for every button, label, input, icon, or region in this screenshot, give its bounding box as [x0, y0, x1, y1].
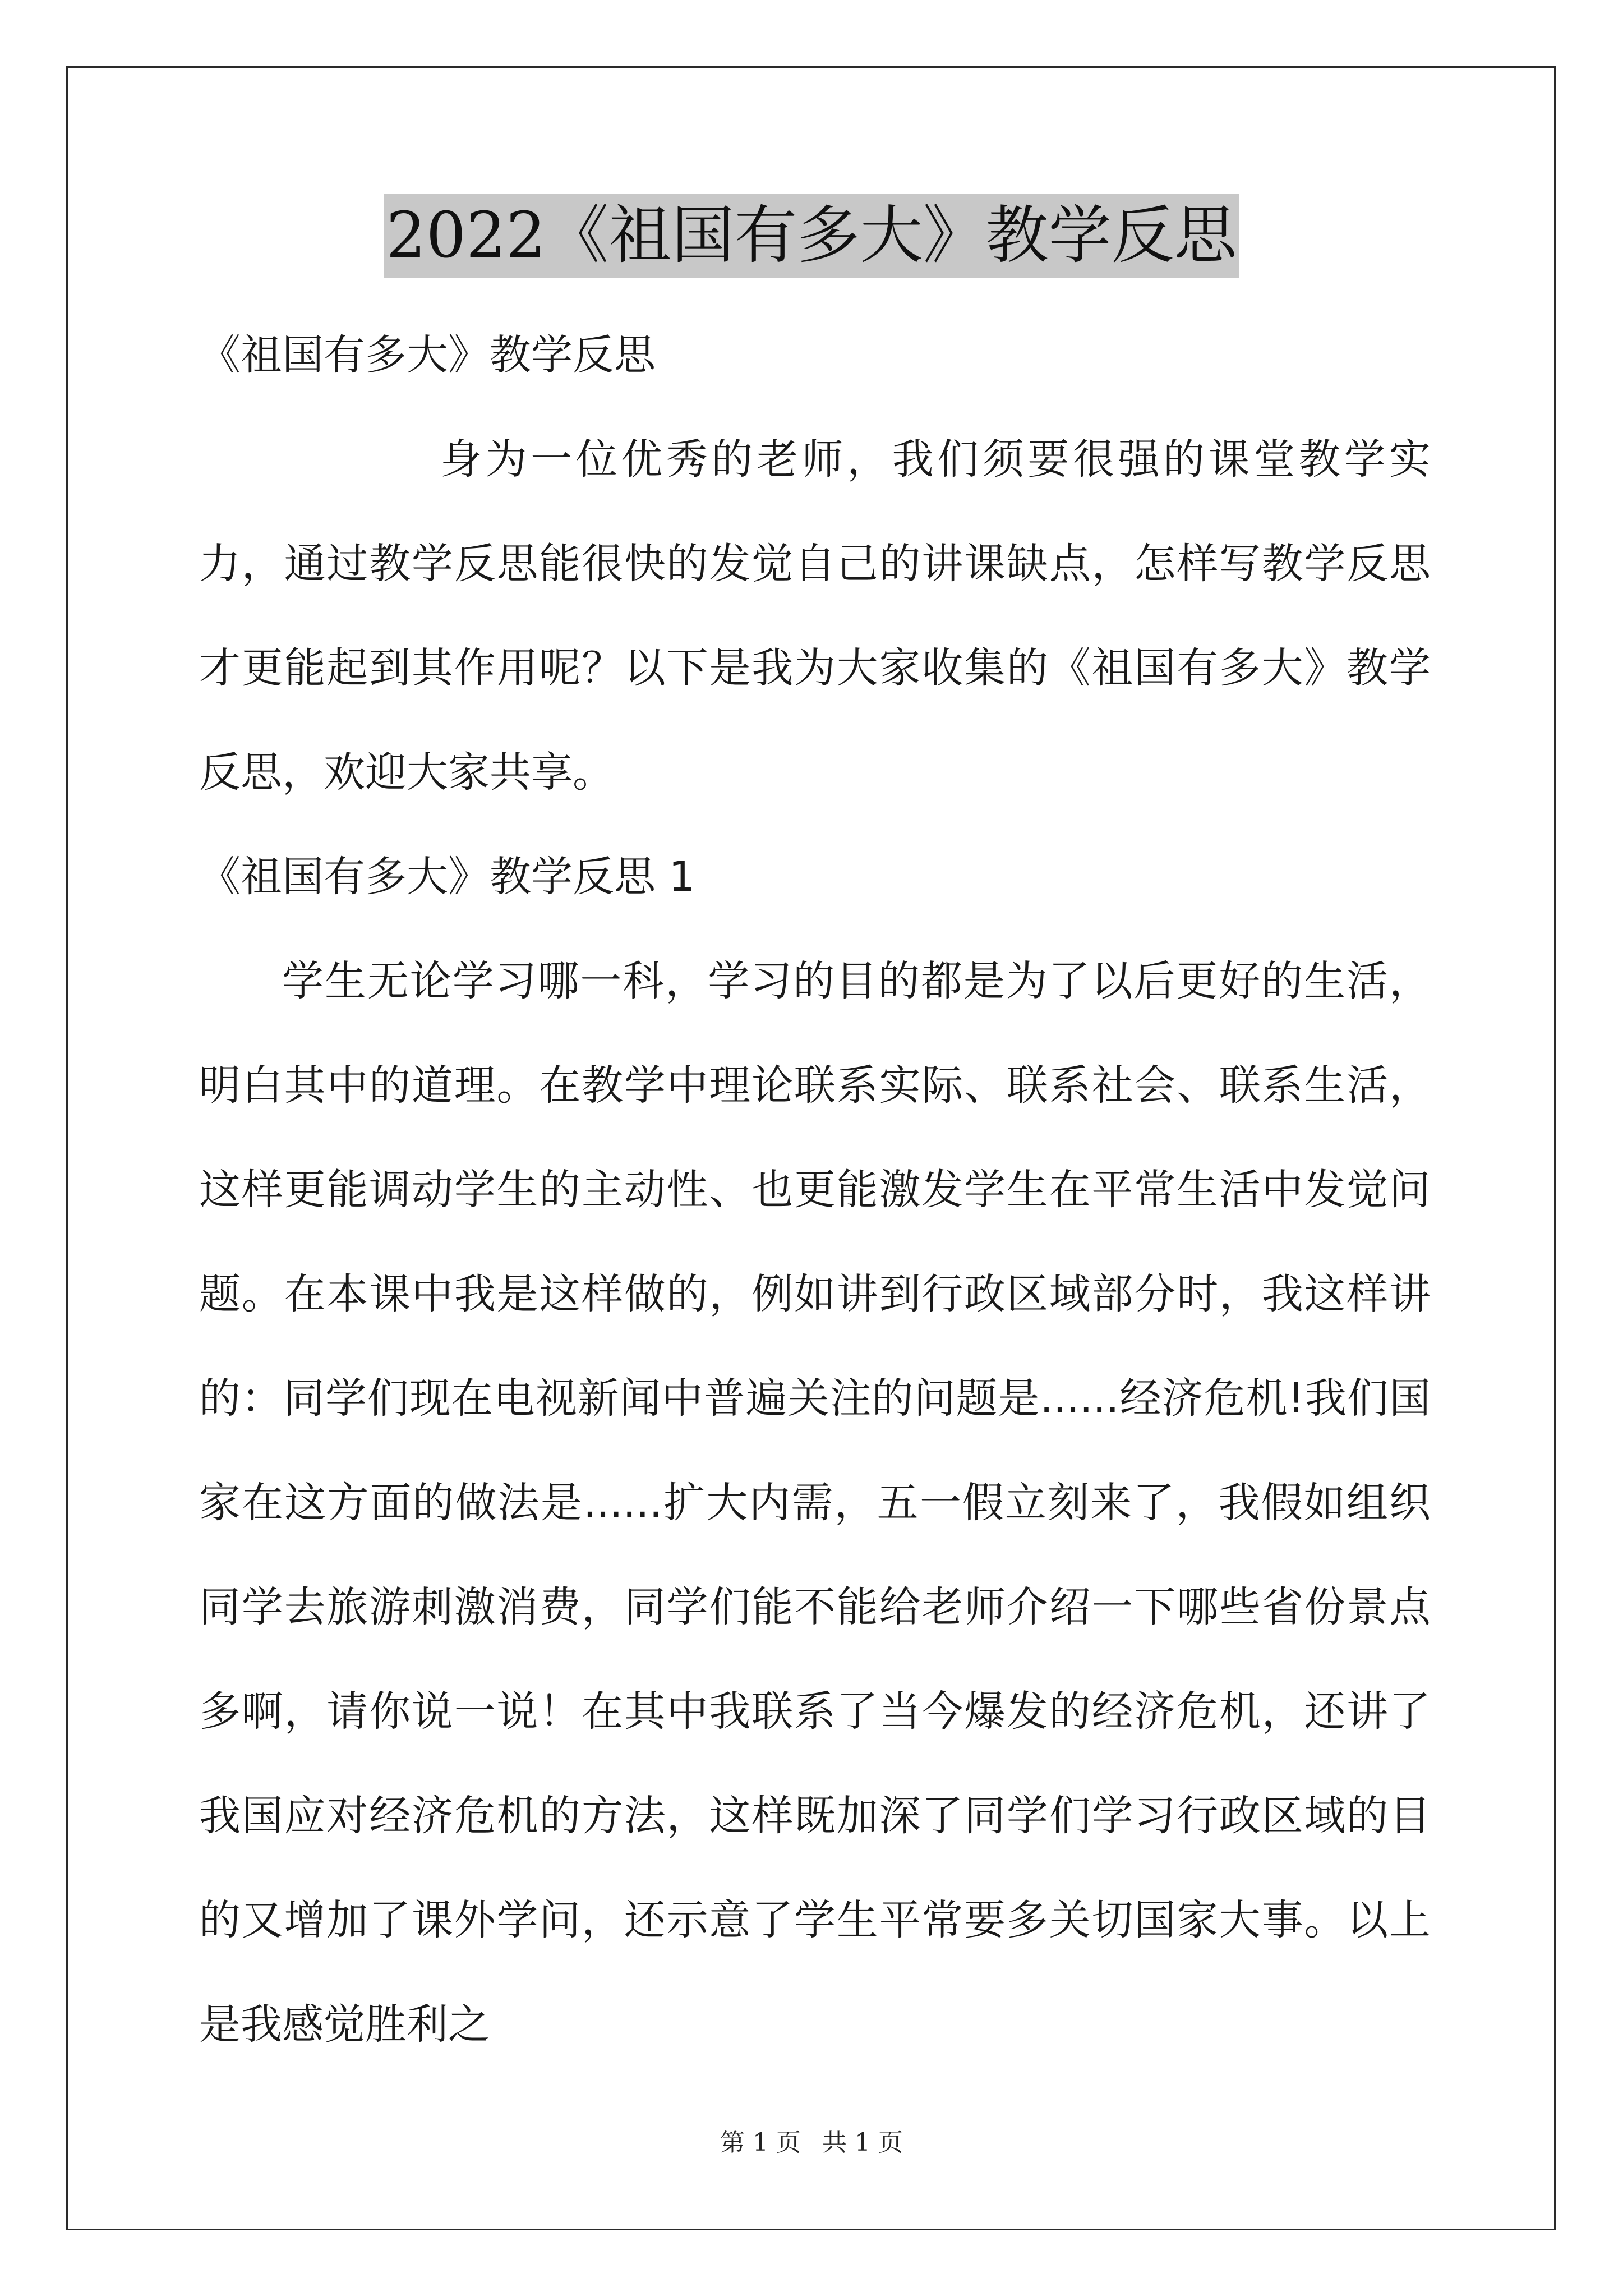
- title-container: [0, 194, 1623, 278]
- page-total: 共 1 页: [822, 2128, 903, 2157]
- section-paragraph: 学生无论学习哪一科，学习的目的都是为了以后更好的生活，明白其中的道理。在教学中理论联系实际、联系社会、联系生活，这样更能调动学生的主动性、也更能激发学生在平常生活中发觉问题。在本课中我是这样做的，例如讲到行政区域部分时，我这样讲的：同学们现在电视新闻中普遍关注的问题是......经济危机!我们国家在这方面的做法是......扩大内需，五一假立刻来了，我假如组织同学去旅游刺激消费，同学们能不能给老师介绍一下哪些省份景点多啊，请你说一说！在其中我联系了当今爆发的经济危机，还讲了我国应对经济危机的方法，这样既加深了同学们学习行政区域的目的又增加了课外学问，还示意了学生平常要多关切国家大事。以上是我感觉胜利之: [199, 957, 1431, 2049]
- subtitle: 《祖国有多大》教学反思: [199, 331, 656, 379]
- document-body: [199, 303, 1431, 2077]
- section-heading: 《祖国有多大》教学反思 1: [199, 853, 695, 901]
- intro-paragraph: 身为一位优秀的老师，我们须要很强的课堂教学实力，通过教学反思能很快的发觉自己的讲课缺点，怎样写教学反思才更能起到其作用呢？以下是我为大家收集的《祖国有多大》教学反思，欢迎大家共享。: [199, 435, 1431, 797]
- document-title: 2022《祖国有多大》教学反思: [384, 194, 1239, 278]
- page-number: 第 1 页: [720, 2128, 801, 2157]
- page-footer: [0, 2126, 1623, 2160]
